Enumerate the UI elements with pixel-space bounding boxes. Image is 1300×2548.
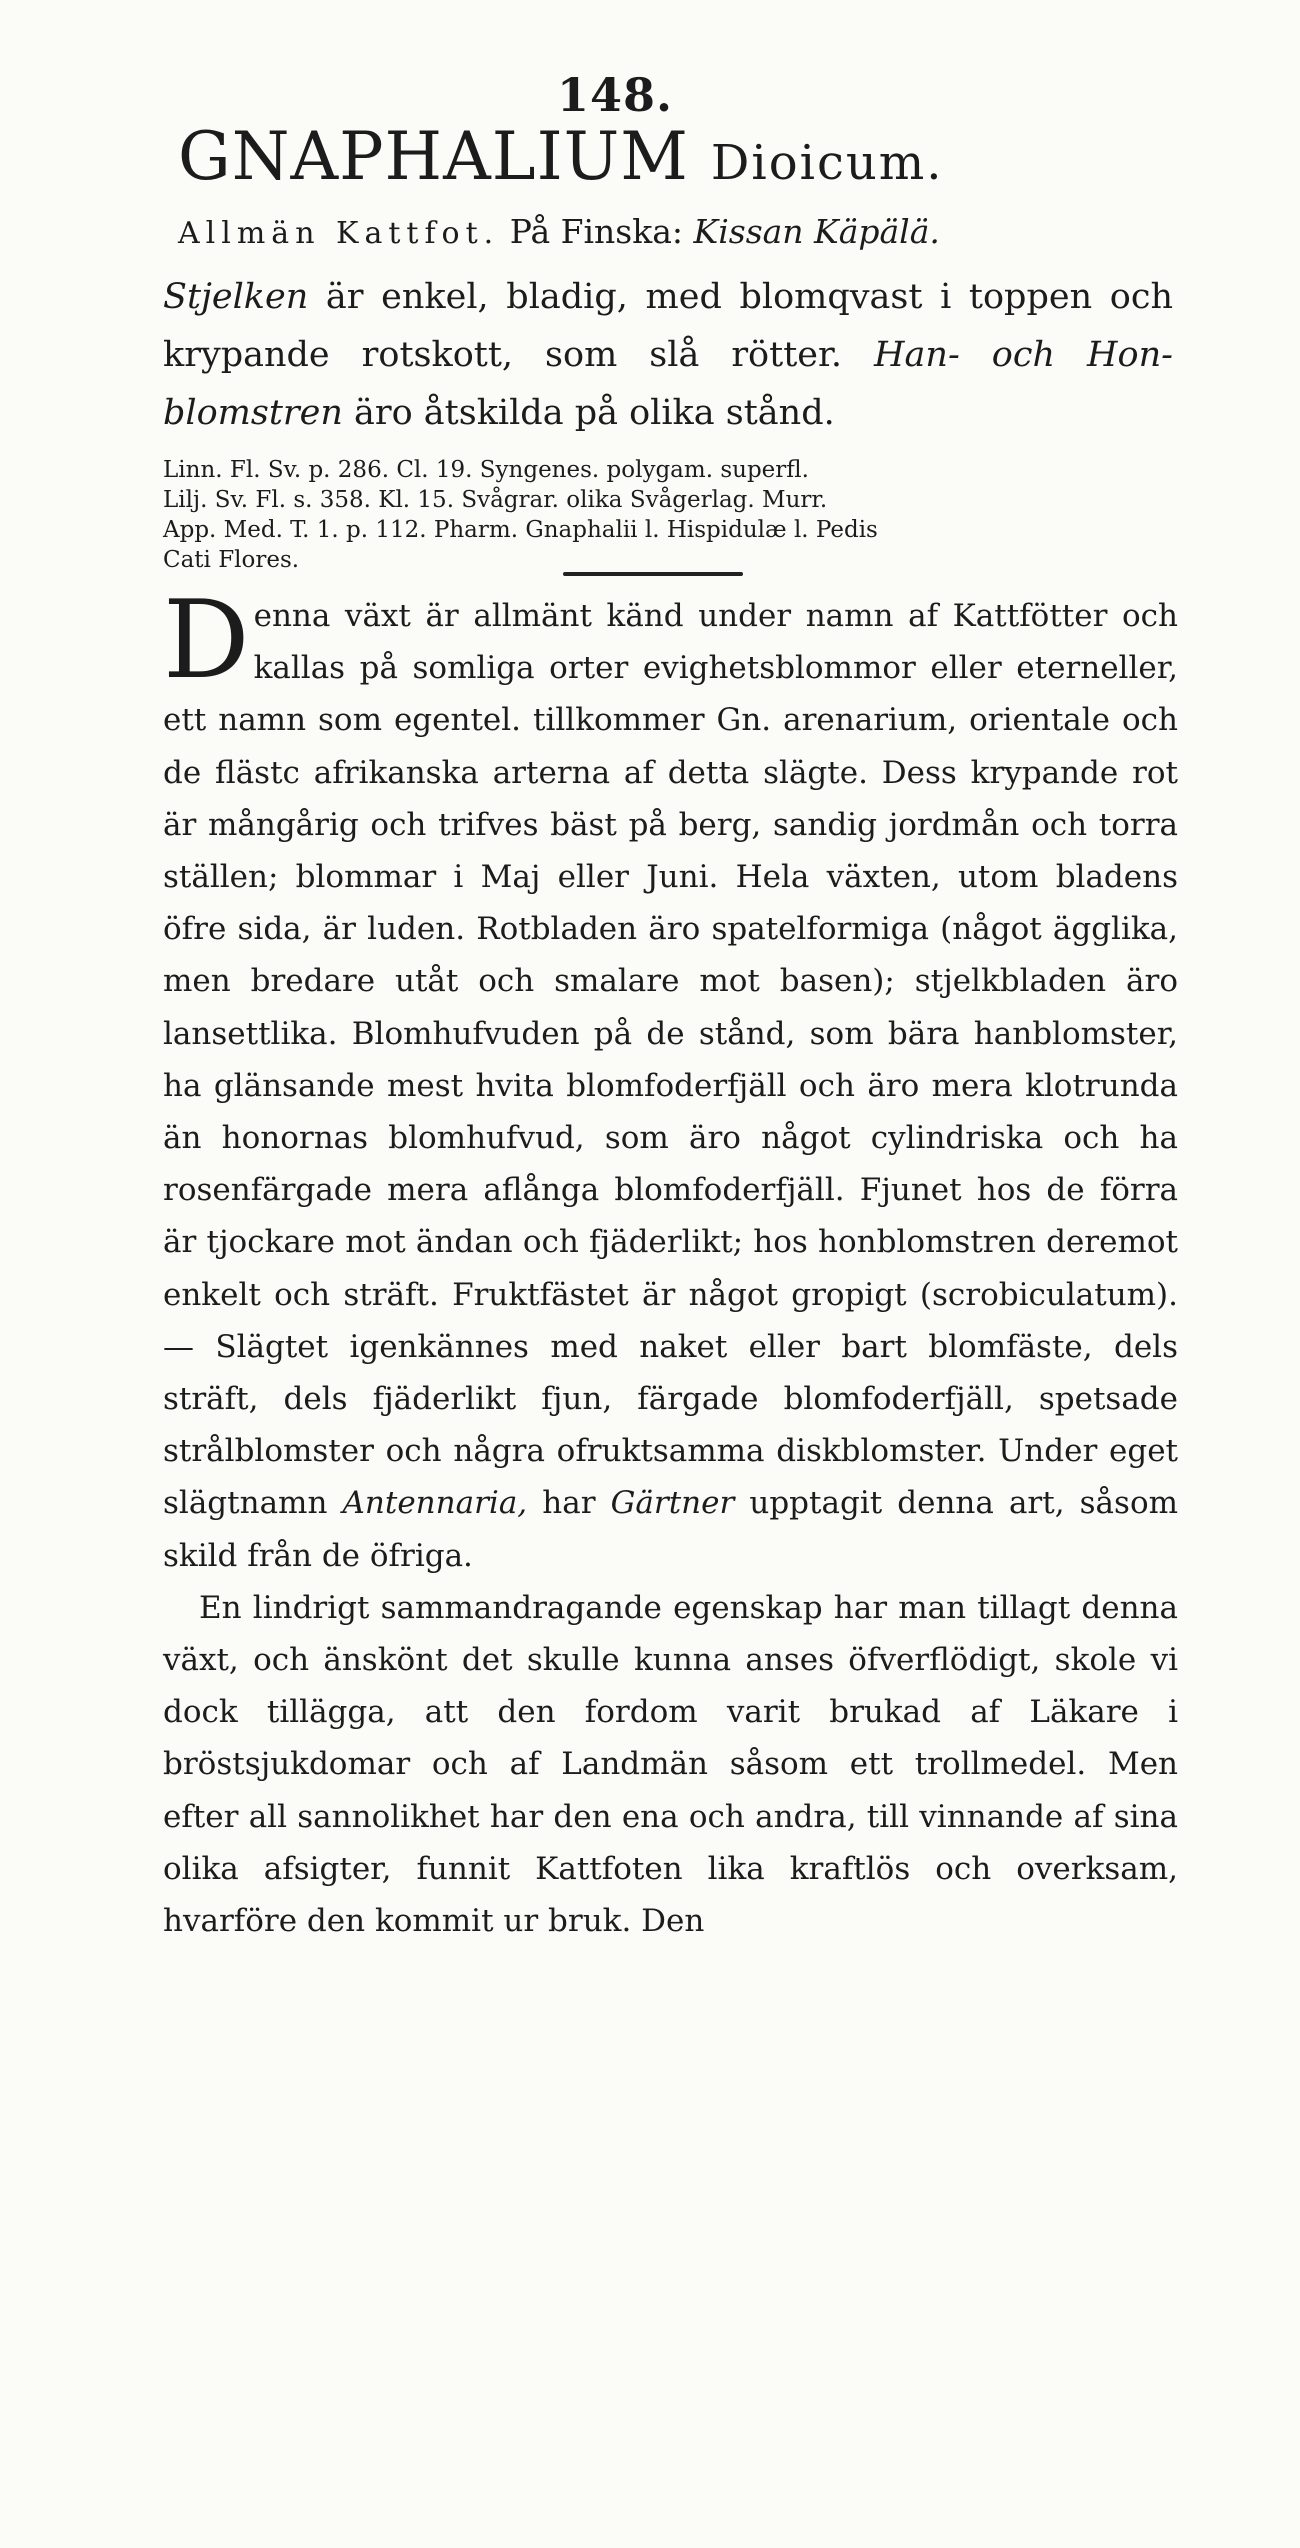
- drop-cap: D: [163, 578, 250, 703]
- common-name: Allmän Kattfot.: [178, 216, 500, 251]
- paragraph-2: En lindrigt sammandragande egenskap har man tillagt denna växt, och änskönt det skulle kunna anses öfverflödigt, skole vi dock tillägga, att den fordom varit brukad af Läkare i bröstsjukdomar och af Landmän såsom ett trollmedel. Men efter all sannolikhet har den ena och andra, till vinnande af sina olika afsigter, funnit Kattfoten lika kraftlös och overksam, hvarföre den kommit ur bruk. Den: [163, 1589, 1178, 1940]
- paragraph-1-end: upptagit denna art, såsom skild från de öfriga.: [163, 1485, 1179, 1574]
- paragraph-1-mid: har: [542, 1485, 596, 1522]
- intro-paragraph: [163, 268, 1173, 442]
- reference-line: Lilj. Sv. Fl. s. 358. Kl. 15. Svågrar. olika Svågerlag. Murr.: [163, 487, 828, 513]
- finnish-name: Kissan Käpälä.: [693, 212, 940, 251]
- stem-text: är enkel, bladig, med blomqvast i toppen och krypande rotskott, som slå rötter.: [163, 277, 1173, 375]
- title-genus: GNAPHALIUM: [178, 118, 689, 195]
- genus-alt-name: Antennaria,: [342, 1485, 528, 1522]
- subtitle: [178, 212, 1178, 251]
- title-species: Dioicum.: [710, 135, 944, 191]
- paragraph-1: [163, 578, 1179, 1582]
- flowers-text: äro åtskilda på olika stånd.: [354, 393, 835, 433]
- references: [163, 455, 1173, 575]
- divider-rule: [563, 572, 743, 576]
- finnish-label: På Finska:: [509, 212, 684, 251]
- reference-line: App. Med. T. 1. p. 112. Pharm. Gnaphalii l. Hispidulæ l. Pedis: [163, 517, 878, 543]
- reference-line: Linn. Fl. Sv. p. 286. Cl. 19. Syngenes. polygam. superfl.: [163, 457, 809, 483]
- page-title: [178, 118, 1228, 195]
- author-name: Gärtner: [610, 1485, 735, 1522]
- paragraph-1-text: enna växt är allmänt känd under namn af Kattfötter och kallas på somliga orter evighetsblommor eller eterneller, ett namn som egentel. tillkommer Gn. arenarium, orientale och de flästc afrikanska arterna af detta slägte. Dess krypande rot är mångårig och trifves bäst på berg, sandig jordmån och torra ställen; blommar i Maj eller Juni. Hela växten, utom bladens öfre sida, är luden. Rotbladen äro spatelformiga (något ägglika, men bredare utåt och smalare mot basen); stjelkbladen äro lansettlika. Blomhufvuden på de stånd, som bära hanblomster, ha glänsande mest hvita blomfoderfjäll och äro mera klotrunda än honornas blomhufvud, som äro något cylindriska och ha rosenfärgade mera aflånga blomfoderfjäll. Fjunet hos de förra är tjockare mot ändan och fjäderlikt; hos honblomstren deremot enkelt och sträft. Fruktfästet är något gropigt (scrobiculatum). — Slägtet igenkännes med naket eller bart blomfäste, dels sträft, dels fjäderlikt fjun, färgade blomfoderfjäll, spetsade strålblomster och några ofruktsamma diskblomster. Under eget slägtnamn: [163, 598, 1178, 1522]
- reference-line: Cati Flores.: [163, 547, 300, 573]
- flowers-label: Han- och Hon-blomstren: [163, 335, 1173, 433]
- main-text: [163, 578, 1179, 1947]
- page-number: 148.: [556, 68, 674, 122]
- stem-label: Stjelken: [163, 277, 309, 317]
